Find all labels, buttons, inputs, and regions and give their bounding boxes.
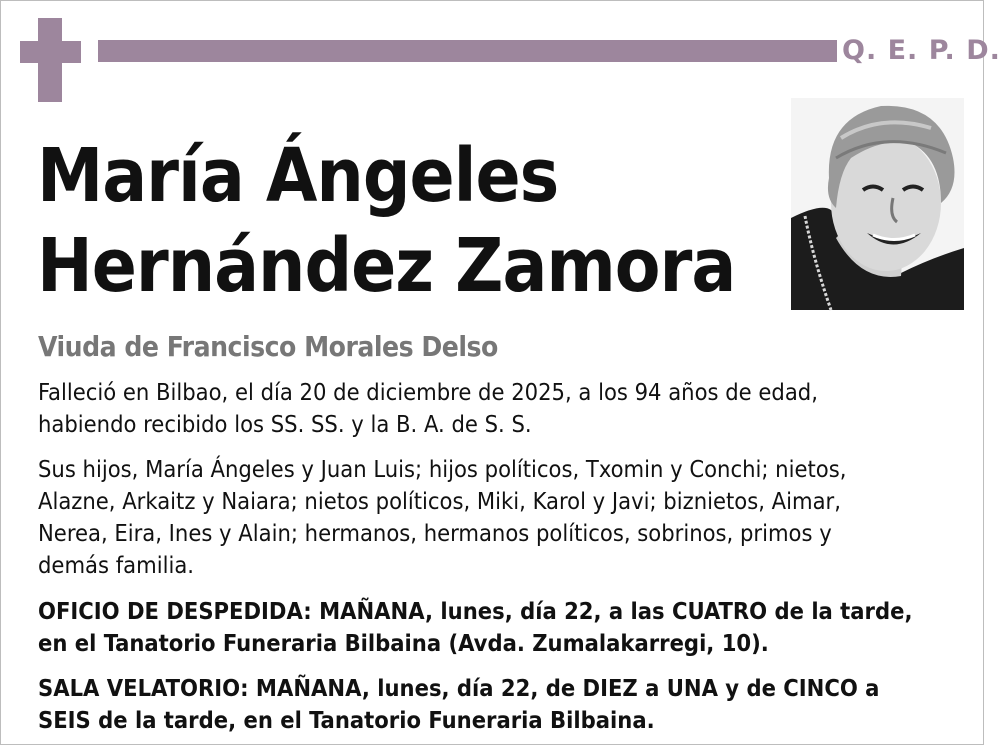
name-line-2: Hernández Zamora	[37, 223, 736, 309]
portrait-illustration	[791, 98, 964, 310]
portrait-photo	[791, 98, 964, 310]
family-paragraph	[38, 453, 968, 581]
text-line: demás familia.	[38, 551, 194, 579]
header-rule	[98, 40, 837, 62]
funeral-service-paragraph	[38, 595, 968, 659]
death-notice-paragraph	[38, 376, 968, 440]
deceased-name	[37, 131, 777, 311]
text-line: Nerea, Eira, Ines y Alain; hermanos, hermanos políticos, sobrinos, primos y	[38, 519, 832, 547]
text-line: Alazne, Arkaitz y Naiara; nietos políticos, Miki, Karol y Javi; biznietos, Aimar,	[38, 487, 841, 515]
text-line: SEIS de la tarde, en el Tanatorio Funeraria Bilbaina.	[38, 706, 655, 734]
text-line: en el Tanatorio Funeraria Bilbaina (Avda. Zumalakarregi, 10).	[38, 629, 769, 657]
text-line: OFICIO DE DESPEDIDA: MAÑANA, lunes, día 22, a las CUATRO de la tarde,	[38, 597, 913, 625]
widow-subtitle: Viuda de Francisco Morales Delso	[38, 330, 498, 363]
text-line: SALA VELATORIO: MAÑANA, lunes, día 22, de DIEZ a UNA y de CINCO a	[38, 674, 880, 702]
name-line-1: María Ángeles	[37, 133, 559, 219]
text-line: habiendo recibido los SS. SS. y la B. A. de S. S.	[38, 410, 532, 438]
cross-horizontal-bar	[20, 41, 81, 63]
text-line: Sus hijos, María Ángeles y Juan Luis; hijos políticos, Txomin y Conchi; nietos,	[38, 455, 847, 483]
wake-room-paragraph	[38, 672, 968, 736]
text-line: Falleció en Bilbao, el día 20 de diciembre de 2025, a los 94 años de edad,	[38, 378, 818, 406]
qepd-label: Q. E. P. D.	[842, 35, 1001, 66]
